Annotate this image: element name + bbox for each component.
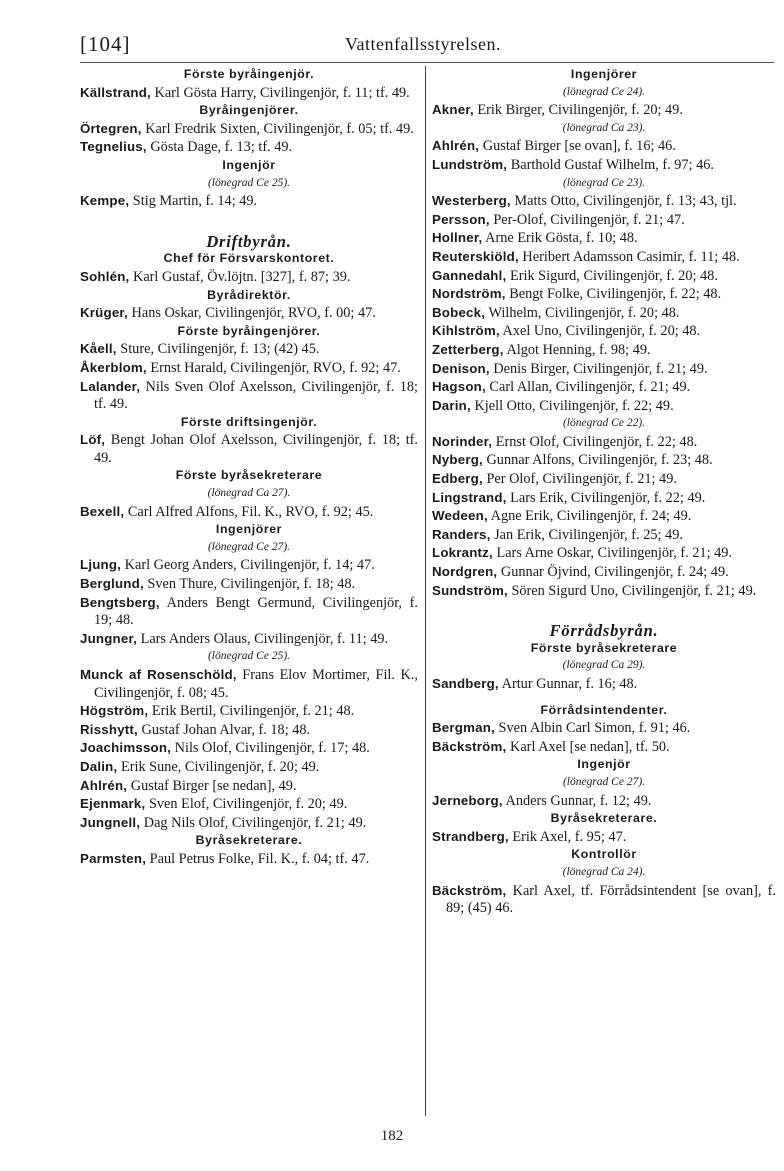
staff-details: Axel Uno, Civilingenjör, f. 20; 48. bbox=[499, 323, 701, 340]
staff-entry bbox=[80, 575, 418, 594]
staff-entry bbox=[80, 758, 418, 777]
salary-grade-note: (lönegrad Ce 25). bbox=[207, 650, 291, 663]
rank-heading: Byråingenjörer. bbox=[199, 103, 299, 118]
staff-entry bbox=[432, 229, 776, 248]
staff-entry bbox=[432, 451, 776, 470]
staff-surname: Gannedahl, bbox=[432, 267, 507, 283]
staff-entry bbox=[432, 304, 776, 323]
footer-page-number: 182 bbox=[380, 1128, 404, 1144]
staff-surname: Jerneborg, bbox=[432, 792, 503, 808]
staff-details: Matts Otto, Civilingenjör, f. 13; 43, tjl. bbox=[510, 193, 737, 210]
staff-entry bbox=[432, 526, 776, 545]
staff-surname: Bobeck, bbox=[432, 304, 486, 320]
staff-surname: Munck af Rosenschöld, bbox=[80, 667, 237, 682]
staff-surname: Zetterberg, bbox=[432, 341, 504, 357]
staff-surname: Reuterskiöld, bbox=[432, 248, 519, 264]
staff-details: Ernst Harald, Civilingenjör, RVO, f. 92; 47. bbox=[146, 359, 401, 376]
staff-entry bbox=[80, 739, 418, 758]
running-title: Vattenfallsstyrelsen. bbox=[345, 34, 501, 54]
section-title-forradsbyran: Förrådsbyrån. bbox=[549, 621, 659, 641]
staff-details: Paul Petrus Folke, Fil. K., f. 04; tf. 47. bbox=[146, 850, 370, 867]
staff-details: Karl Gösta Harry, Civilingenjör, f. 11; tf. 49. bbox=[150, 84, 410, 101]
staff-surname: Jungnell, bbox=[80, 814, 141, 830]
staff-surname: Edberg, bbox=[432, 471, 483, 487]
staff-entry bbox=[432, 156, 776, 175]
left-column bbox=[80, 66, 418, 869]
staff-details: Gustaf Birger [se ovan], f. 16; 46. bbox=[479, 138, 676, 155]
staff-details: Anders Bengt Germund, Civilingenjör, f. 19; 48. bbox=[94, 594, 418, 629]
staff-surname: Sohlén, bbox=[80, 268, 130, 284]
column-divider bbox=[425, 66, 426, 1116]
staff-surname: Denison, bbox=[432, 360, 490, 376]
staff-details: Arne Erik Gösta, f. 10; 48. bbox=[482, 230, 638, 247]
staff-details: Lars Arne Oskar, Civilingenjör, f. 21; 49. bbox=[492, 545, 732, 562]
staff-details: Sören Sigurd Uno, Civilingenjör, f. 21; 49. bbox=[507, 582, 757, 599]
salary-grade-note: (lönegrad Ce 24). bbox=[562, 85, 646, 98]
staff-details: Erik Bertil, Civilingenjör, f. 21; 48. bbox=[148, 703, 355, 720]
salary-grade-note: (lönegrad Ca 27). bbox=[207, 487, 291, 500]
staff-entry bbox=[80, 556, 418, 575]
staff-surname: Wedeen, bbox=[432, 508, 488, 524]
staff-surname: Bergman, bbox=[432, 720, 495, 736]
staff-surname: Åkerblom, bbox=[80, 359, 147, 375]
staff-details: Gustaf Johan Alvar, f. 18; 48. bbox=[137, 721, 311, 738]
staff-details: Ernst Olof, Civilingenjör, f. 22; 48. bbox=[492, 433, 698, 450]
staff-entry bbox=[80, 666, 418, 702]
header-page-number: [104] bbox=[80, 32, 131, 56]
staff-entry bbox=[80, 340, 418, 359]
staff-surname: Risshytt, bbox=[80, 721, 138, 737]
rank-heading: Byrådirektör. bbox=[207, 287, 291, 302]
staff-details: Denis Birger, Civilingenjör, f. 21; 49. bbox=[489, 360, 708, 377]
staff-surname: Ahlrén, bbox=[432, 138, 480, 154]
staff-details: Sven Thure, Civilingenjör, f. 18; 48. bbox=[143, 576, 356, 593]
rank-heading: Förste byråsekreterare bbox=[175, 468, 323, 483]
staff-entry bbox=[80, 431, 418, 467]
staff-entry bbox=[80, 304, 418, 323]
staff-surname: Lalander, bbox=[80, 378, 141, 394]
staff-entry bbox=[80, 850, 418, 869]
staff-surname: Kåell, bbox=[80, 341, 117, 357]
staff-details: Anders Gunnar, f. 12; 49. bbox=[502, 792, 652, 809]
salary-grade-note: (lönegrad Ce 22). bbox=[562, 417, 646, 430]
staff-surname: Örtegren, bbox=[80, 120, 142, 136]
staff-surname: Sandberg, bbox=[432, 676, 499, 691]
staff-entry bbox=[432, 882, 776, 918]
staff-entry bbox=[432, 792, 776, 811]
staff-surname: Kempe, bbox=[80, 193, 130, 209]
staff-entry bbox=[432, 285, 776, 304]
staff-details: Algot Henning, f. 98; 49. bbox=[503, 341, 651, 358]
staff-details: Hans Oskar, Civilingenjör, RVO, f. 00; 47. bbox=[127, 305, 376, 322]
staff-surname: Lokrantz, bbox=[432, 545, 493, 561]
staff-details: Karl Gustaf, Öv.löjtn. [327], f. 87; 39. bbox=[129, 268, 351, 285]
staff-surname: Norinder, bbox=[432, 433, 493, 449]
staff-details: Bengt Johan Olof Axelsson, Civilingenjör, f. 18; tf. 49. bbox=[94, 432, 418, 466]
staff-details: Carl Alfred Alfons, Fil. K., RVO, f. 92; 45. bbox=[124, 503, 374, 520]
staff-details: Kjell Otto, Civilingenjör, f. 22; 49. bbox=[470, 397, 674, 414]
staff-details: Karl Georg Anders, Civilingenjör, f. 14; 47. bbox=[121, 557, 375, 574]
staff-entry bbox=[432, 582, 776, 601]
staff-entry bbox=[432, 360, 776, 379]
rank-heading: Förste driftsingenjör. bbox=[180, 414, 318, 429]
staff-entry bbox=[432, 137, 776, 156]
rank-heading: Ingenjörer bbox=[570, 67, 638, 81]
staff-details: Erik Axel, f. 95; 47. bbox=[508, 828, 627, 845]
staff-entry bbox=[432, 544, 776, 563]
staff-surname: Westerberg, bbox=[432, 193, 511, 209]
staff-surname: Ljung, bbox=[80, 557, 122, 573]
staff-entry bbox=[80, 359, 418, 378]
staff-details: Gösta Dage, f. 13; tf. 49. bbox=[146, 139, 293, 156]
staff-details: Karl Fredrik Sixten, Civilingenjör, f. 05; tf. 49. bbox=[141, 120, 414, 137]
staff-surname: Tegnelius, bbox=[80, 139, 147, 155]
rank-heading: Chef för Försvarskontoret. bbox=[163, 251, 335, 266]
staff-details: Gunnar Öjvind, Civilingenjör, f. 24; 49. bbox=[497, 564, 729, 581]
staff-entry bbox=[80, 795, 418, 814]
staff-details: Jan Erik, Civilingenjör, f. 25; 49. bbox=[490, 526, 683, 543]
staff-entry bbox=[432, 489, 776, 508]
rank-heading: Byråsekreterare. bbox=[550, 811, 658, 826]
staff-surname: Jungner, bbox=[80, 630, 138, 646]
staff-entry bbox=[432, 101, 776, 120]
salary-grade-note: (lönegrad Ce 27). bbox=[207, 540, 291, 553]
staff-entry bbox=[432, 248, 776, 267]
staff-entry bbox=[432, 507, 776, 526]
staff-entry bbox=[432, 719, 776, 738]
staff-details: Per Olof, Civilingenjör, f. 21; 49. bbox=[482, 471, 677, 488]
staff-surname: Dalin, bbox=[80, 758, 118, 774]
rank-heading: Förste byråingenjör. bbox=[183, 67, 315, 81]
staff-surname: Nordgren, bbox=[432, 564, 498, 580]
staff-entry bbox=[80, 630, 418, 649]
staff-entry bbox=[80, 594, 418, 630]
staff-details: Nils Sven Olof Axelsson, Civilingenjör, f. 18; tf. 49. bbox=[94, 378, 418, 413]
staff-surname: Löf, bbox=[80, 432, 106, 448]
page-header bbox=[80, 32, 770, 58]
staff-entry bbox=[432, 433, 776, 452]
rank-heading: Ingenjör bbox=[222, 157, 276, 172]
staff-details: Erik Sune, Civilingenjör, f. 20; 49. bbox=[117, 758, 320, 775]
staff-details: Heribert Adamsson Casimir, f. 11; 48. bbox=[518, 248, 740, 265]
staff-surname: Nordström, bbox=[432, 286, 506, 302]
staff-details: Artur Gunnar, f. 16; 48. bbox=[498, 676, 638, 692]
staff-surname: Sundström, bbox=[432, 582, 508, 598]
vertical-spacer bbox=[432, 600, 776, 622]
staff-details: Bengt Folke, Civilingenjör, f. 22; 48. bbox=[505, 286, 722, 303]
rank-heading: Förste byråingenjörer. bbox=[177, 323, 321, 338]
staff-surname: Akner, bbox=[432, 102, 474, 118]
staff-surname: Strandberg, bbox=[432, 828, 509, 844]
staff-entry bbox=[432, 341, 776, 360]
staff-entry bbox=[80, 814, 418, 833]
rank-heading: Byråsekreterare. bbox=[195, 833, 303, 848]
staff-surname: Lundström, bbox=[432, 156, 508, 172]
staff-entry bbox=[80, 120, 418, 139]
staff-entry bbox=[432, 267, 776, 286]
staff-entry bbox=[80, 702, 418, 721]
staff-details: Barthold Gustaf Wilhelm, f. 97; 46. bbox=[507, 156, 714, 173]
staff-details: Sven Albin Carl Simon, f. 91; 46. bbox=[494, 720, 691, 737]
staff-details: Nils Olof, Civilingenjör, f. 17; 48. bbox=[171, 740, 370, 757]
staff-details: Karl Axel, tf. Förrådsintendent [se ovan], f. 89; (45) 46. bbox=[446, 882, 776, 917]
staff-entry bbox=[80, 378, 418, 414]
staff-entry bbox=[80, 84, 418, 103]
right-column bbox=[432, 66, 776, 918]
staff-surname: Källstrand, bbox=[80, 84, 151, 100]
staff-details: Carl Allan, Civilingenjör, f. 21; 49. bbox=[485, 379, 691, 396]
staff-entry bbox=[432, 211, 776, 230]
staff-details: Per-Olof, Civilingenjör, f. 21; 47. bbox=[489, 211, 685, 228]
staff-surname: Ahlrén, bbox=[80, 777, 128, 793]
staff-entry bbox=[432, 738, 776, 757]
staff-entry bbox=[80, 777, 418, 796]
vertical-spacer bbox=[80, 211, 418, 233]
staff-surname: Ejenmark, bbox=[80, 796, 146, 812]
staff-surname: Bengtsberg, bbox=[80, 594, 160, 610]
staff-entry bbox=[80, 192, 418, 211]
staff-entry bbox=[432, 378, 776, 397]
salary-grade-note: (lönegrad Ce 25). bbox=[207, 176, 291, 189]
staff-surname: Bäckström, bbox=[432, 882, 507, 898]
staff-surname: Högström, bbox=[80, 703, 149, 719]
salary-grade-note: (lönegrad Ca 29). bbox=[562, 659, 646, 672]
staff-surname: Persson, bbox=[432, 211, 490, 227]
staff-entry bbox=[432, 828, 776, 847]
header-rule bbox=[80, 62, 774, 63]
staff-surname: Hagson, bbox=[432, 379, 486, 395]
staff-details: Agne Erik, Civilingenjör, f. 24; 49. bbox=[487, 508, 692, 525]
staff-entry bbox=[432, 192, 776, 211]
staff-details: Karl Axel [se nedan], tf. 50. bbox=[506, 738, 670, 755]
staff-surname: Bäckström, bbox=[432, 738, 507, 754]
staff-entry bbox=[432, 675, 776, 694]
staff-details: Lars Erik, Civilingenjör, f. 22; 49. bbox=[506, 489, 706, 506]
staff-details: Gunnar Alfons, Civilingenjör, f. 23; 48. bbox=[482, 452, 713, 469]
staff-surname: Parmsten, bbox=[80, 850, 147, 866]
staff-surname: Randers, bbox=[432, 526, 491, 542]
staff-surname: Bexell, bbox=[80, 503, 125, 519]
staff-entry bbox=[432, 322, 776, 341]
staff-surname: Joachimsson, bbox=[80, 740, 172, 756]
rank-heading: Ingenjör bbox=[577, 757, 631, 772]
staff-entry bbox=[432, 397, 776, 416]
rank-heading: Förste byråsekreterare bbox=[530, 640, 678, 655]
salary-grade-note: (lönegrad Ce 23). bbox=[562, 176, 646, 189]
staff-surname: Krüger, bbox=[80, 305, 128, 321]
staff-surname: Lingstrand, bbox=[432, 489, 507, 505]
staff-entry bbox=[80, 503, 418, 522]
staff-entry bbox=[432, 563, 776, 582]
section-title-driftbyran: Driftbyrån. bbox=[206, 231, 292, 251]
staff-surname: Nyberg, bbox=[432, 452, 483, 468]
staff-details: Sture, Civilingenjör, f. 13; (42) 45. bbox=[116, 341, 320, 358]
rank-heading: Kontrollör bbox=[571, 847, 637, 862]
staff-entry bbox=[80, 721, 418, 740]
staff-details: Erik Sigurd, Civilingenjör, f. 20; 48. bbox=[506, 267, 718, 284]
staff-surname: Berglund, bbox=[80, 576, 144, 592]
rank-heading: Ingenjörer bbox=[215, 522, 283, 537]
staff-details: Erik Birger, Civilingenjör, f. 20; 49. bbox=[473, 102, 683, 119]
staff-surname: Hollner, bbox=[432, 230, 483, 246]
staff-entry bbox=[80, 268, 418, 287]
staff-details: Stig Martin, f. 14; 49. bbox=[129, 193, 258, 210]
staff-details: Dag Nils Olof, Civilingenjör, f. 21; 49. bbox=[140, 814, 367, 831]
staff-entry bbox=[432, 470, 776, 489]
staff-details: Frans Elov Mortimer, Fil. K., Civilingenjör, f. 08; 45. bbox=[94, 667, 418, 701]
rank-heading: Förrådsintendenter. bbox=[540, 702, 668, 717]
staff-details: Lars Anders Olaus, Civilingenjör, f. 11; 49. bbox=[137, 630, 389, 647]
staff-details: Gustaf Birger [se nedan], 49. bbox=[127, 777, 297, 794]
staff-entry bbox=[80, 138, 418, 157]
staff-surname: Kihlström, bbox=[432, 323, 500, 339]
staff-surname: Darin, bbox=[432, 397, 471, 413]
staff-details: Sven Elof, Civilingenjör, f. 20; 49. bbox=[145, 796, 348, 813]
vertical-spacer bbox=[432, 694, 776, 702]
salary-grade-note: (lönegrad Ce 27). bbox=[562, 775, 646, 788]
salary-grade-note: (lönegrad Ca 23). bbox=[562, 121, 646, 134]
staff-details: Wilhelm, Civilingenjör, f. 20; 48. bbox=[485, 304, 680, 321]
salary-grade-note: (lönegrad Ca 24). bbox=[562, 865, 646, 878]
